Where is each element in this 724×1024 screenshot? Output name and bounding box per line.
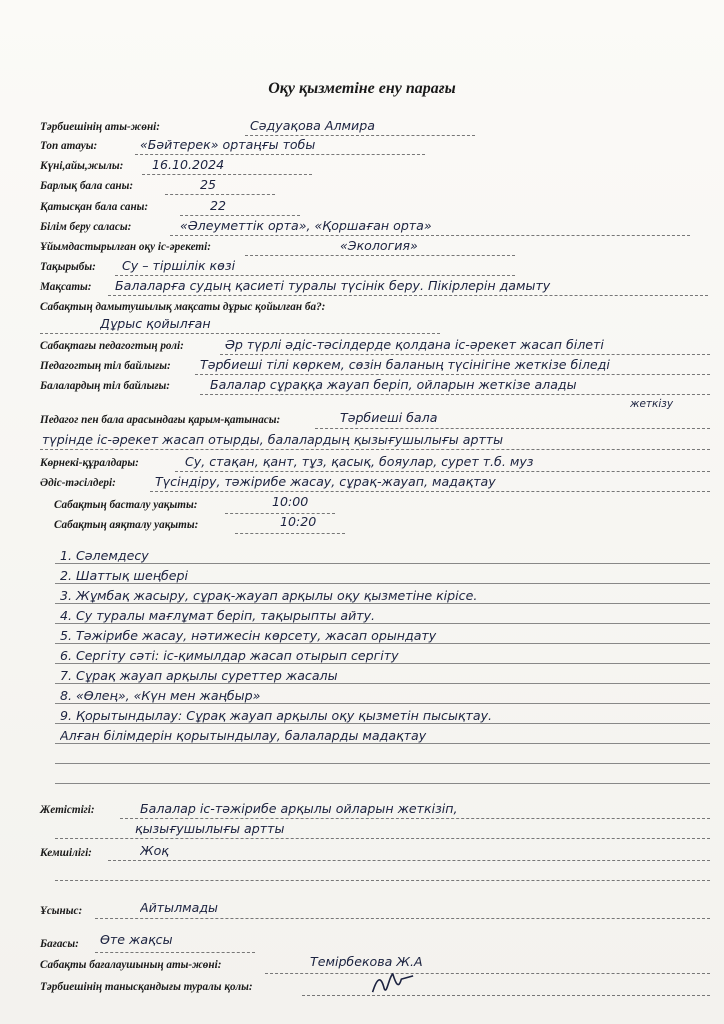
topic-label: Тақырыбы: xyxy=(40,261,96,273)
dev-goal-value: Дұрыс қойылған xyxy=(100,316,211,331)
achievement-field xyxy=(40,800,710,845)
ped-speech-field xyxy=(40,359,710,377)
teacher-label: Тәрбиешінің аты-жөні: xyxy=(40,121,160,133)
recommendation-label: Ұсыныс: xyxy=(40,905,83,917)
signature-label: Тәрбиешінің танысқандығы туралы қолы: xyxy=(40,981,253,993)
child-speech-label: Балалардың тіл байлығы: xyxy=(40,380,171,392)
child-speech-value: Балалар сұраққа жауап беріп, ойларын жеткізе алады xyxy=(210,377,577,392)
end-time-label: Сабақтың аяқталу уақыты: xyxy=(54,519,199,531)
shortcoming-label: Кемшілігі: xyxy=(40,847,92,859)
relation-value: Тәрбиеші бала xyxy=(340,410,438,425)
goal-field xyxy=(40,280,710,298)
step-item: 8. «Өлең», «Күн мен жаңбыр» xyxy=(60,688,261,703)
grade-field xyxy=(40,932,710,955)
group-field xyxy=(40,139,710,157)
evaluator-label: Сабақты бағалаушының аты-жөні: xyxy=(40,959,222,971)
date-field xyxy=(40,159,710,177)
date-value: 16.10.2024 xyxy=(152,157,225,172)
step-item: 4. Су туралы мағлұмат беріп, тақырыпты айту. xyxy=(60,608,376,623)
goal-label: Мақсаты: xyxy=(40,281,92,293)
ped-speech-label: Педагогтың тіл байлығы: xyxy=(40,360,171,372)
step-item: 6. Сергіту сәті: іс-қимылдар жасап отырып сергіту xyxy=(60,648,399,663)
step-item: 3. Жұмбақ жасыру, сұрақ-жауап арқылы оқу қызметіне кірісе. xyxy=(60,588,478,603)
group-label: Топ атауы: xyxy=(40,140,98,152)
topic-field xyxy=(40,260,710,278)
grade-value: Өте жақсы xyxy=(100,932,173,947)
topic-value: Су – тіршілік көзі xyxy=(122,258,236,273)
signature-field xyxy=(40,980,710,998)
achievement-line-1: Балалар іс-тәжірибе арқылы ойларын жеткізіп, xyxy=(140,801,458,816)
recommendation-value: Айтылмады xyxy=(140,900,218,915)
teacher-value: Сәдуақова Алмира xyxy=(250,118,375,133)
ped-role-label: Сабақтағы педагогтың ролі: xyxy=(40,340,184,352)
visual-aids-label: Көрнекі-құралдары: xyxy=(40,457,139,469)
grade-label: Бағасы: xyxy=(40,938,79,950)
relation-field xyxy=(40,398,710,431)
end-time-value: 10:20 xyxy=(280,514,317,529)
relation-extra: жеткізу xyxy=(630,398,674,410)
date-label: Күні,айы,жылы: xyxy=(40,160,124,172)
ped-role-value: Әр түрлі әдіс-тәсілдерде қолдана іс-әрекет жасап білеті xyxy=(225,337,604,352)
activity-label: Ұйымдастырылған оқу іс-әрекеті: xyxy=(40,241,211,253)
total-children-label: Барлық бала саны: xyxy=(40,180,134,192)
methods-value: Түсіндіру, тәжірибе жасау, сұрақ-жауап, мадақтау xyxy=(155,474,496,489)
step-item: 2. Шаттық шеңбері xyxy=(60,568,189,583)
methods-label: Әдіс-тәсілдері: xyxy=(40,477,116,489)
step-item: 1. Сәлемдесу xyxy=(60,548,149,563)
achievement-label: Жетістігі: xyxy=(40,804,95,816)
present-children-label: Қатысқан бала саны: xyxy=(40,201,149,213)
start-time-label: Сабақтың басталу уақыты: xyxy=(54,499,198,511)
step-item: 7. Сұрақ жауап арқылы суреттер жасалы xyxy=(60,668,338,683)
teacher-field xyxy=(40,120,710,138)
dev-goal-answer xyxy=(40,318,710,336)
shortcoming-value: Жоқ xyxy=(140,843,169,858)
shortcoming-field xyxy=(40,840,710,900)
step-item: 5. Тәжірибе жасау, нәтижесін көрсету, жасап орындату xyxy=(60,628,437,643)
education-area-label: Білім беру саласы: xyxy=(40,221,132,233)
page-title: Оқу қызметіне ену парағы xyxy=(268,80,456,97)
achievement-line-2: қызығушылығы артты xyxy=(135,821,285,836)
start-time-field xyxy=(40,494,710,516)
methods-field xyxy=(40,476,710,494)
start-time-value: 10:00 xyxy=(272,494,309,509)
end-time-field xyxy=(40,514,710,536)
education-area-field xyxy=(40,220,710,238)
relation-label: Педагог пен бала арасындағы қарым-қатынасы: xyxy=(40,414,281,426)
step-item: Алған білімдерін қорытындылау, балаларды мадақтау xyxy=(60,728,427,743)
total-children-value: 25 xyxy=(200,177,217,192)
group-value: «Бәйтерек» ортаңғы тобы xyxy=(140,137,316,152)
child-speech-field xyxy=(40,379,710,397)
education-area-value: «Әлеуметтік орта», «Қоршаған орта» xyxy=(180,218,432,233)
ped-speech-value: Тәрбиеші тілі көркем, сөзін баланың түсінігіне жеткізе біледі xyxy=(200,357,610,372)
ped-role-field xyxy=(40,339,710,357)
relation-cont-value: түрінде іс-әрекет жасап отырды, балалардың қызығушылығы артты xyxy=(42,432,504,447)
visual-aids-field xyxy=(40,456,710,474)
total-children-field xyxy=(40,179,710,197)
present-children-value: 22 xyxy=(210,198,227,213)
activity-value: «Экология» xyxy=(340,238,418,253)
evaluator-value: Темірбекова Ж.А xyxy=(310,954,423,969)
activity-field xyxy=(40,240,710,258)
signature-mark xyxy=(369,968,418,1004)
step-item: 9. Қорытындылау: Сұрақ жауап арқылы оқу қызметін пысықтау. xyxy=(60,708,493,723)
dev-goal-label: Сабақтың дамытушылық мақсаты дұрыс қойылған ба?: xyxy=(40,301,326,313)
visual-aids-value: Су, стақан, қант, тұз, қасық, бояулар, сурет т.б. муз xyxy=(185,454,534,469)
goal-value: Балаларға судың қасиеті туралы түсінік беру. Пікірлерін дамыту xyxy=(115,278,551,293)
relation-continuation xyxy=(40,434,710,452)
present-children-field xyxy=(40,200,710,218)
